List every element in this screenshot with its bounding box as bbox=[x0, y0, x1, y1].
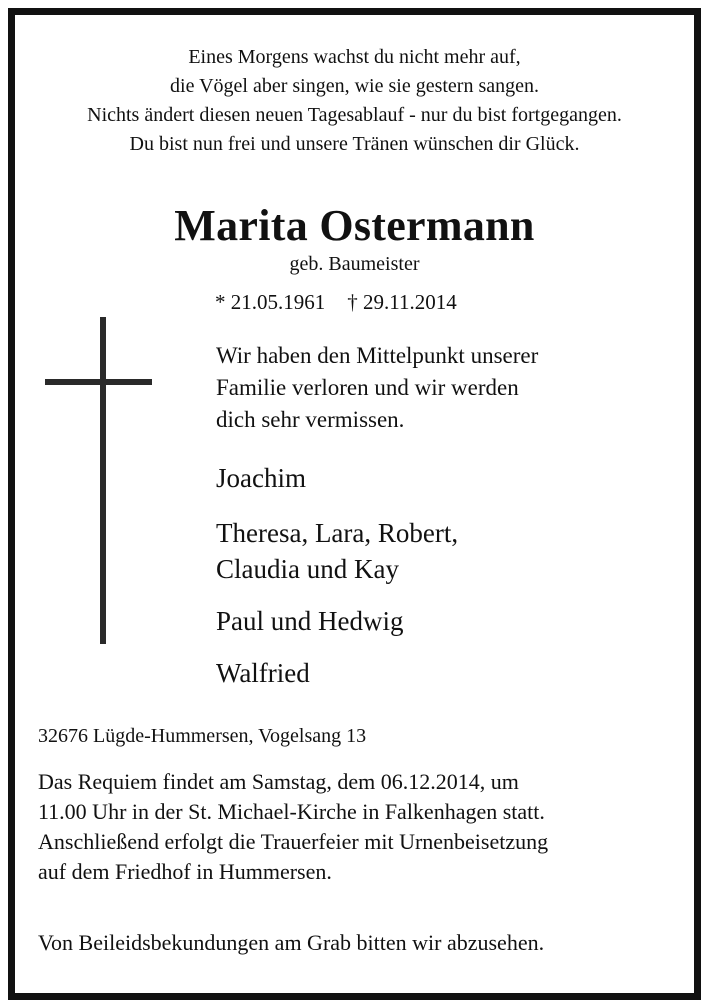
family-line: Theresa, Lara, Robert, bbox=[216, 518, 459, 548]
poem bbox=[15, 43, 694, 159]
family-line: Claudia und Kay bbox=[216, 554, 399, 584]
message-line: dich sehr vermissen. bbox=[216, 407, 405, 432]
requiem-line: Anschließend erfolgt die Trauerfeier mit Urnenbeisetzung bbox=[38, 829, 549, 854]
poem-line: Du bist nun frei und unsere Tränen wünschen dir Glück. bbox=[129, 133, 580, 155]
cross-icon bbox=[100, 317, 106, 644]
requiem-line: 11.00 Uhr in der St. Michael-Kirche in Falkenhagen statt. bbox=[38, 799, 545, 824]
obituary-notice bbox=[8, 8, 701, 1000]
address: 32676 Lügde-Hummersen, Vogelsang 13 bbox=[38, 725, 367, 747]
requiem-line: Das Requiem findet am Samstag, dem 06.12.2014, um bbox=[38, 769, 519, 794]
closing-note: Von Beileidsbekundungen am Grab bitten wir abzusehen. bbox=[38, 930, 545, 955]
family-member: Walfried bbox=[216, 658, 310, 688]
requiem-line: auf dem Friedhof in Hummersen. bbox=[38, 859, 332, 884]
message-line: Familie verloren und wir werden bbox=[216, 375, 519, 400]
poem-line: Nichts ändert diesen neuen Tagesablauf - nur du bist fortgegangen. bbox=[87, 104, 622, 126]
requiem-info bbox=[38, 767, 548, 887]
poem-line: die Vögel aber singen, wie sie gestern sangen. bbox=[170, 75, 539, 97]
death-date: † 29.11.2014 bbox=[347, 290, 457, 314]
poem-line: Eines Morgens wachst du nicht mehr auf, bbox=[188, 46, 521, 68]
family-group bbox=[216, 515, 458, 587]
life-dates bbox=[215, 289, 457, 315]
birth-date: * 21.05.1961 bbox=[215, 290, 326, 314]
deceased-name: Marita Ostermann bbox=[174, 201, 535, 250]
message-line: Wir haben den Mittelpunkt unserer bbox=[216, 343, 539, 368]
family-member: Joachim bbox=[216, 463, 306, 493]
family-member: Paul und Hedwig bbox=[216, 606, 404, 636]
cross-icon-crossbar bbox=[45, 379, 152, 385]
mourning-message bbox=[216, 340, 538, 436]
maiden-name: geb. Baumeister bbox=[289, 253, 420, 275]
